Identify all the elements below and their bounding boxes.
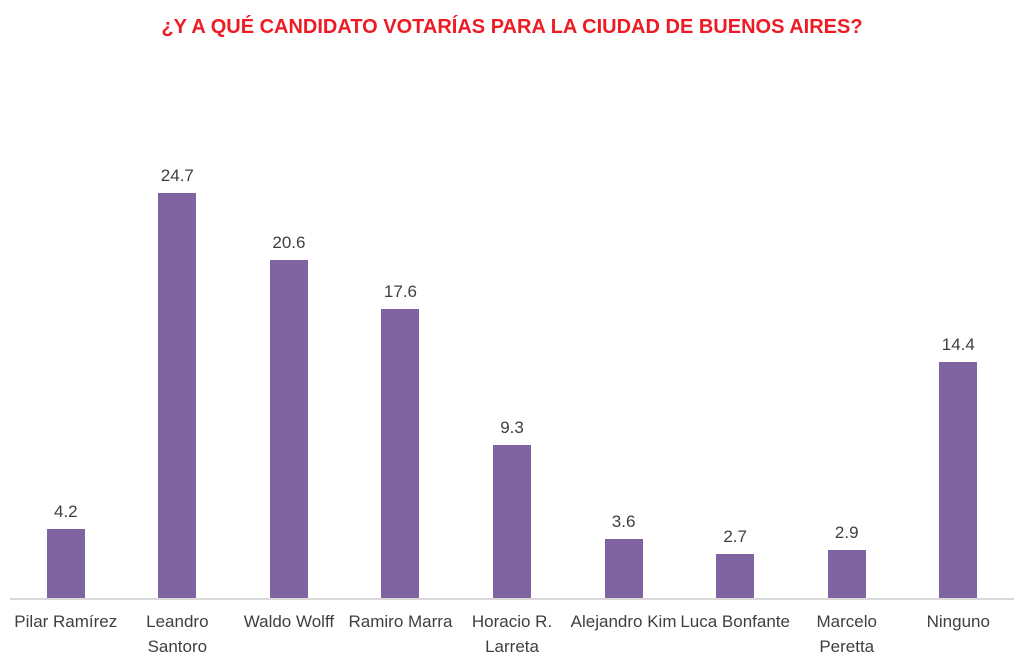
category-label: Ninguno bbox=[926, 612, 990, 631]
category-label: Alejandro Kim bbox=[570, 612, 677, 631]
category-label: Marcelo Peretta bbox=[816, 612, 877, 656]
bar bbox=[47, 529, 85, 598]
bar-column bbox=[456, 418, 568, 598]
bar-value-label: 14.4 bbox=[941, 334, 975, 354]
bar bbox=[939, 362, 977, 598]
chart-title: ¿Y A QUÉ CANDIDATO VOTARÍAS PARA LA CIUDAD DE BUENOS AIRES? bbox=[161, 16, 863, 38]
bar-value-label: 9.3 bbox=[500, 418, 524, 438]
bar-column bbox=[345, 282, 457, 598]
category-label: Luca Bonfante bbox=[680, 612, 790, 631]
bar bbox=[716, 554, 754, 598]
category-label: Waldo Wolff bbox=[243, 612, 335, 631]
bar-value-label: 2.9 bbox=[834, 523, 859, 543]
bar bbox=[493, 445, 531, 598]
bar-value-label: 4.2 bbox=[53, 502, 78, 522]
bar-column bbox=[791, 523, 903, 598]
bar-column bbox=[568, 512, 680, 598]
bar bbox=[828, 550, 866, 598]
bar-value-label: 2.7 bbox=[723, 526, 747, 546]
bar bbox=[270, 260, 308, 598]
bar-value-label: 20.6 bbox=[272, 233, 306, 253]
bar-column bbox=[122, 166, 234, 598]
category-label: Ramiro Marra bbox=[348, 612, 453, 631]
bar-column bbox=[679, 527, 791, 598]
bar-value-label: 17.6 bbox=[383, 282, 418, 302]
bar-column bbox=[233, 233, 345, 598]
category-label: Leandro Santoro bbox=[146, 612, 209, 656]
bar-value-label: 24.7 bbox=[160, 165, 194, 185]
plot-area bbox=[10, 60, 1014, 600]
bar bbox=[605, 539, 643, 598]
category-label: Horacio R. Larreta bbox=[471, 612, 553, 656]
bar bbox=[381, 309, 419, 598]
bar-column bbox=[903, 335, 1015, 598]
category-labels bbox=[10, 609, 1014, 659]
bar-value-label: 3.6 bbox=[611, 511, 636, 531]
bar bbox=[158, 193, 196, 598]
category-label: Pilar Ramírez bbox=[14, 612, 118, 631]
bar-column bbox=[10, 502, 122, 598]
